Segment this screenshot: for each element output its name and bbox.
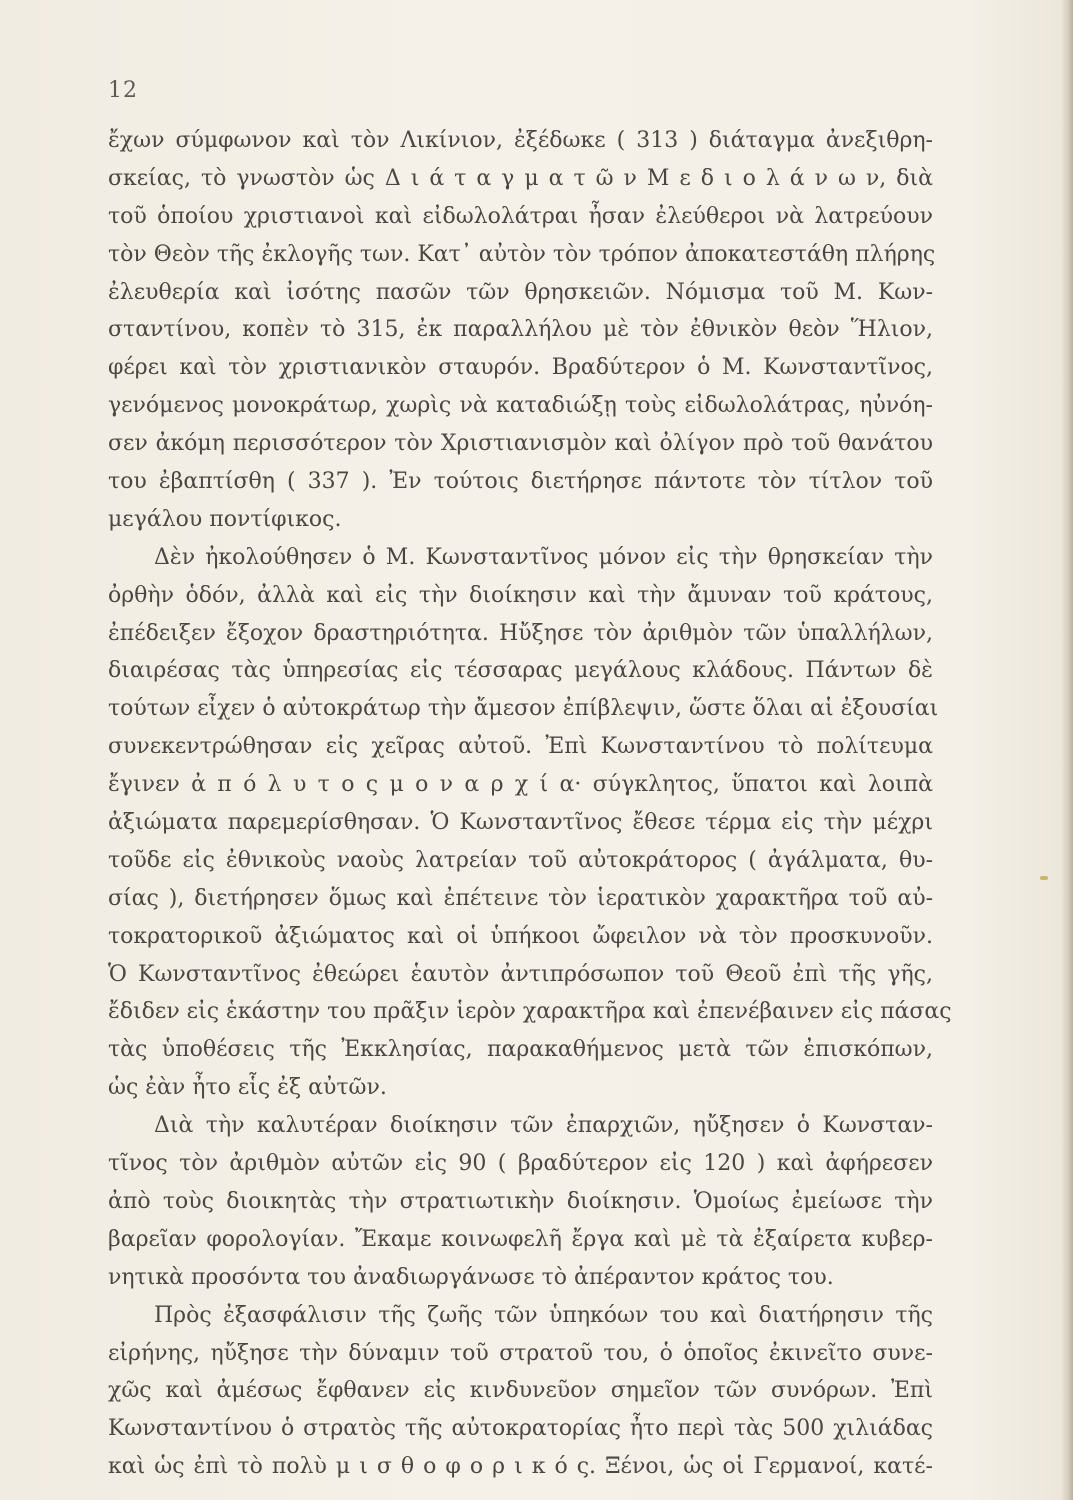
- text-line: τῖνος τὸν ἀριθμὸν αὐτῶν εἰς 90 ( βραδύτερον εἰς 120 ) καὶ ἀφήρεσεν: [108, 1151, 933, 1177]
- text-line: μεγάλου ποντίφικος.: [108, 506, 342, 532]
- text-line: σκείας, τὸ γνωστὸν ὡς Δ ι ά τ α γ μ α τ ῶ ν Μ ε δ ι ο λ ά ν ω ν, διὰ: [108, 165, 933, 191]
- text-line: γενόμενος μονοκράτωρ, χωρὶς νὰ καταδιώξῃ τοὺς εἰδωλολάτρας, ηὐνόη-: [108, 393, 933, 419]
- text-line: φέρει καὶ τὸν χριστιανικὸν σταυρόν. Βραδύτερον ὁ Μ. Κωνσταντῖνος,: [108, 355, 933, 381]
- text-line: ὡς ἐὰν ἦτο εἷς ἐξ αὐτῶν.: [108, 1075, 387, 1101]
- text-line: χῶς καὶ ἀμέσως ἔφθανεν εἰς κινδυνεῦον σημεῖον τῶν συνόρων. Ἐπὶ: [108, 1378, 933, 1404]
- text-line: σταντίνου, κοπὲν τὸ 315, ἐκ παραλλήλου μὲ τὸν ἐθνικὸν θεὸν Ἥλιον,: [108, 317, 933, 343]
- text-line: ἔχων σύμφωνον καὶ τὸν Λικίνιον, ἐξέδωκε ( 313 ) διάταγμα ἀνεξιθρη-: [108, 128, 933, 153]
- text-line: τὸν Θεὸν τῆς ἐκλογῆς των. Κατ᾿ αὐτὸν τὸν τρόπον ἀποκατεστάθη πλήρης: [108, 241, 936, 267]
- paper-speck: [1040, 876, 1048, 880]
- page-number: 12: [108, 78, 138, 103]
- text-line: συνεκεντρώθησαν εἰς χεῖρας αὐτοῦ. Ἐπὶ Κωνσταντίνου τὸ πολίτευμα: [108, 734, 933, 760]
- text-line: νητικὰ προσόντα του ἀναδιωργάνωσε τὸ ἀπέραντον κράτος του.: [108, 1264, 834, 1290]
- text-line: Κωνσταντίνου ὁ στρατὸς τῆς αὐτοκρατορίας ἦτο περὶ τὰς 500 χιλιάδας: [108, 1416, 933, 1442]
- text-line: τοκρατορικοῦ ἀξιώματος καὶ οἱ ὑπήκοοι ὤφειλον νὰ τὸν προσκυνοῦν.: [108, 923, 933, 949]
- text-line: διαιρέσας τὰς ὑπηρεσίας εἰς τέσσαρας μεγάλους κλάδους. Πάντων δὲ: [108, 658, 933, 684]
- text-line: ἀξιώματα παρεμερίσθησαν. Ὁ Κωνσταντῖνος ἔθεσε τέρμα εἰς τὴν μέχρι: [108, 810, 933, 836]
- text-line: βαρεῖαν φορολογίαν. Ἔκαμε κοινωφελῆ ἔργα καὶ μὲ τὰ ἐξαίρετα κυβερ-: [108, 1226, 933, 1252]
- text-line: εἰρήνης, ηὔξησε τὴν δύναμιν τοῦ στρατοῦ του, ὁ ὁποῖος ἐκινεῖτο συνε-: [108, 1340, 933, 1366]
- text-line: ἐπέδειξεν ἔξοχον δραστηριότητα. Ηὔξησε τὸν ἀριθμὸν τῶν ὑπαλλήλων,: [108, 620, 933, 646]
- text-line: ἐλευθερία καὶ ἰσότης πασῶν τῶν θρησκειῶν. Νόμισμα τοῦ Μ. Κων-: [108, 279, 933, 305]
- text-line: ὀρθὴν ὁδόν, ἀλλὰ καὶ εἰς τὴν διοίκησιν καὶ τὴν ἄμυναν τοῦ κράτους,: [108, 582, 933, 608]
- text-line: τοῦδε εἰς ἐθνικοὺς ναοὺς λατρείαν τοῦ αὐτοκράτορος ( ἀγάλματα, θυ-: [108, 847, 933, 873]
- text-line: του ἐβαπτίσθη ( 337 ). Ἐν τούτοις διετήρησε πάντοτε τὸν τίτλον τοῦ: [108, 469, 933, 495]
- text-line: Πρὸς ἐξασφάλισιν τῆς ζωῆς τῶν ὑπηκόων του καὶ διατήρησιν τῆς: [154, 1302, 933, 1328]
- text-line: Δὲν ἠκολούθησεν ὁ Μ. Κωνσταντῖνος μόνον εἰς τὴν θρησκείαν τὴν: [154, 544, 933, 570]
- text-line: ἀπὸ τοὺς διοικητὰς τὴν στρατιωτικὴν διοίκησιν. Ὁμοίως ἐμείωσε τὴν: [108, 1188, 933, 1214]
- text-line: ἔδιδεν εἰς ἑκάστην του πρᾶξιν ἱερὸν χαρακτῆρα καὶ ἐπενέβαινεν εἰς πάσας: [108, 999, 952, 1025]
- text-line: Διὰ τὴν καλυτέραν διοίκησιν τῶν ἐπαρχιῶν, ηὔξησεν ὁ Κωνσταν-: [154, 1113, 933, 1139]
- page-edge-shadow: [1061, 0, 1073, 1500]
- text-line: Ὁ Κωνσταντῖνος ἐθεώρει ἑαυτὸν ἀντιπρόσωπον τοῦ Θεοῦ ἐπὶ τῆς γῆς,: [108, 961, 933, 987]
- text-line: τοῦ ὁποίου χριστιανοὶ καὶ εἰδωλολάτραι ἦσαν ἐλεύθεροι νὰ λατρεύουν: [108, 203, 933, 229]
- body-text: [108, 122, 952, 1486]
- text-line: τούτων εἶχεν ὁ αὐτοκράτωρ τὴν ἄμεσον ἐπίβλεψιν, ὥστε ὅλαι αἱ ἐξουσίαι: [108, 696, 939, 722]
- text-line: καὶ ὡς ἐπὶ τὸ πολὺ μ ι σ θ ο φ ο ρ ι κ ό ς. Ξένοι, ὡς οἱ Γερμανοί, κατέ-: [108, 1454, 933, 1480]
- text-line: σίας ), διετήρησεν ὅμως καὶ ἐπέτεινε τὸν ἱερατικὸν χαρακτῆρα τοῦ αὐ-: [108, 885, 933, 911]
- text-line: σεν ἀκόμη περισσότερον τὸν Χριστιανισμὸν καὶ ὀλίγον πρὸ τοῦ θανάτου: [108, 431, 933, 457]
- text-line: ἔγινεν ἀ π ό λ υ τ ο ς μ ο ν α ρ χ ί α· σύγκλητος, ὕπατοι καὶ λοιπὰ: [108, 772, 933, 798]
- text-line: τὰς ὑποθέσεις τῆς Ἐκκλησίας, παρακαθήμενος μετὰ τῶν ἐπισκόπων,: [108, 1037, 933, 1063]
